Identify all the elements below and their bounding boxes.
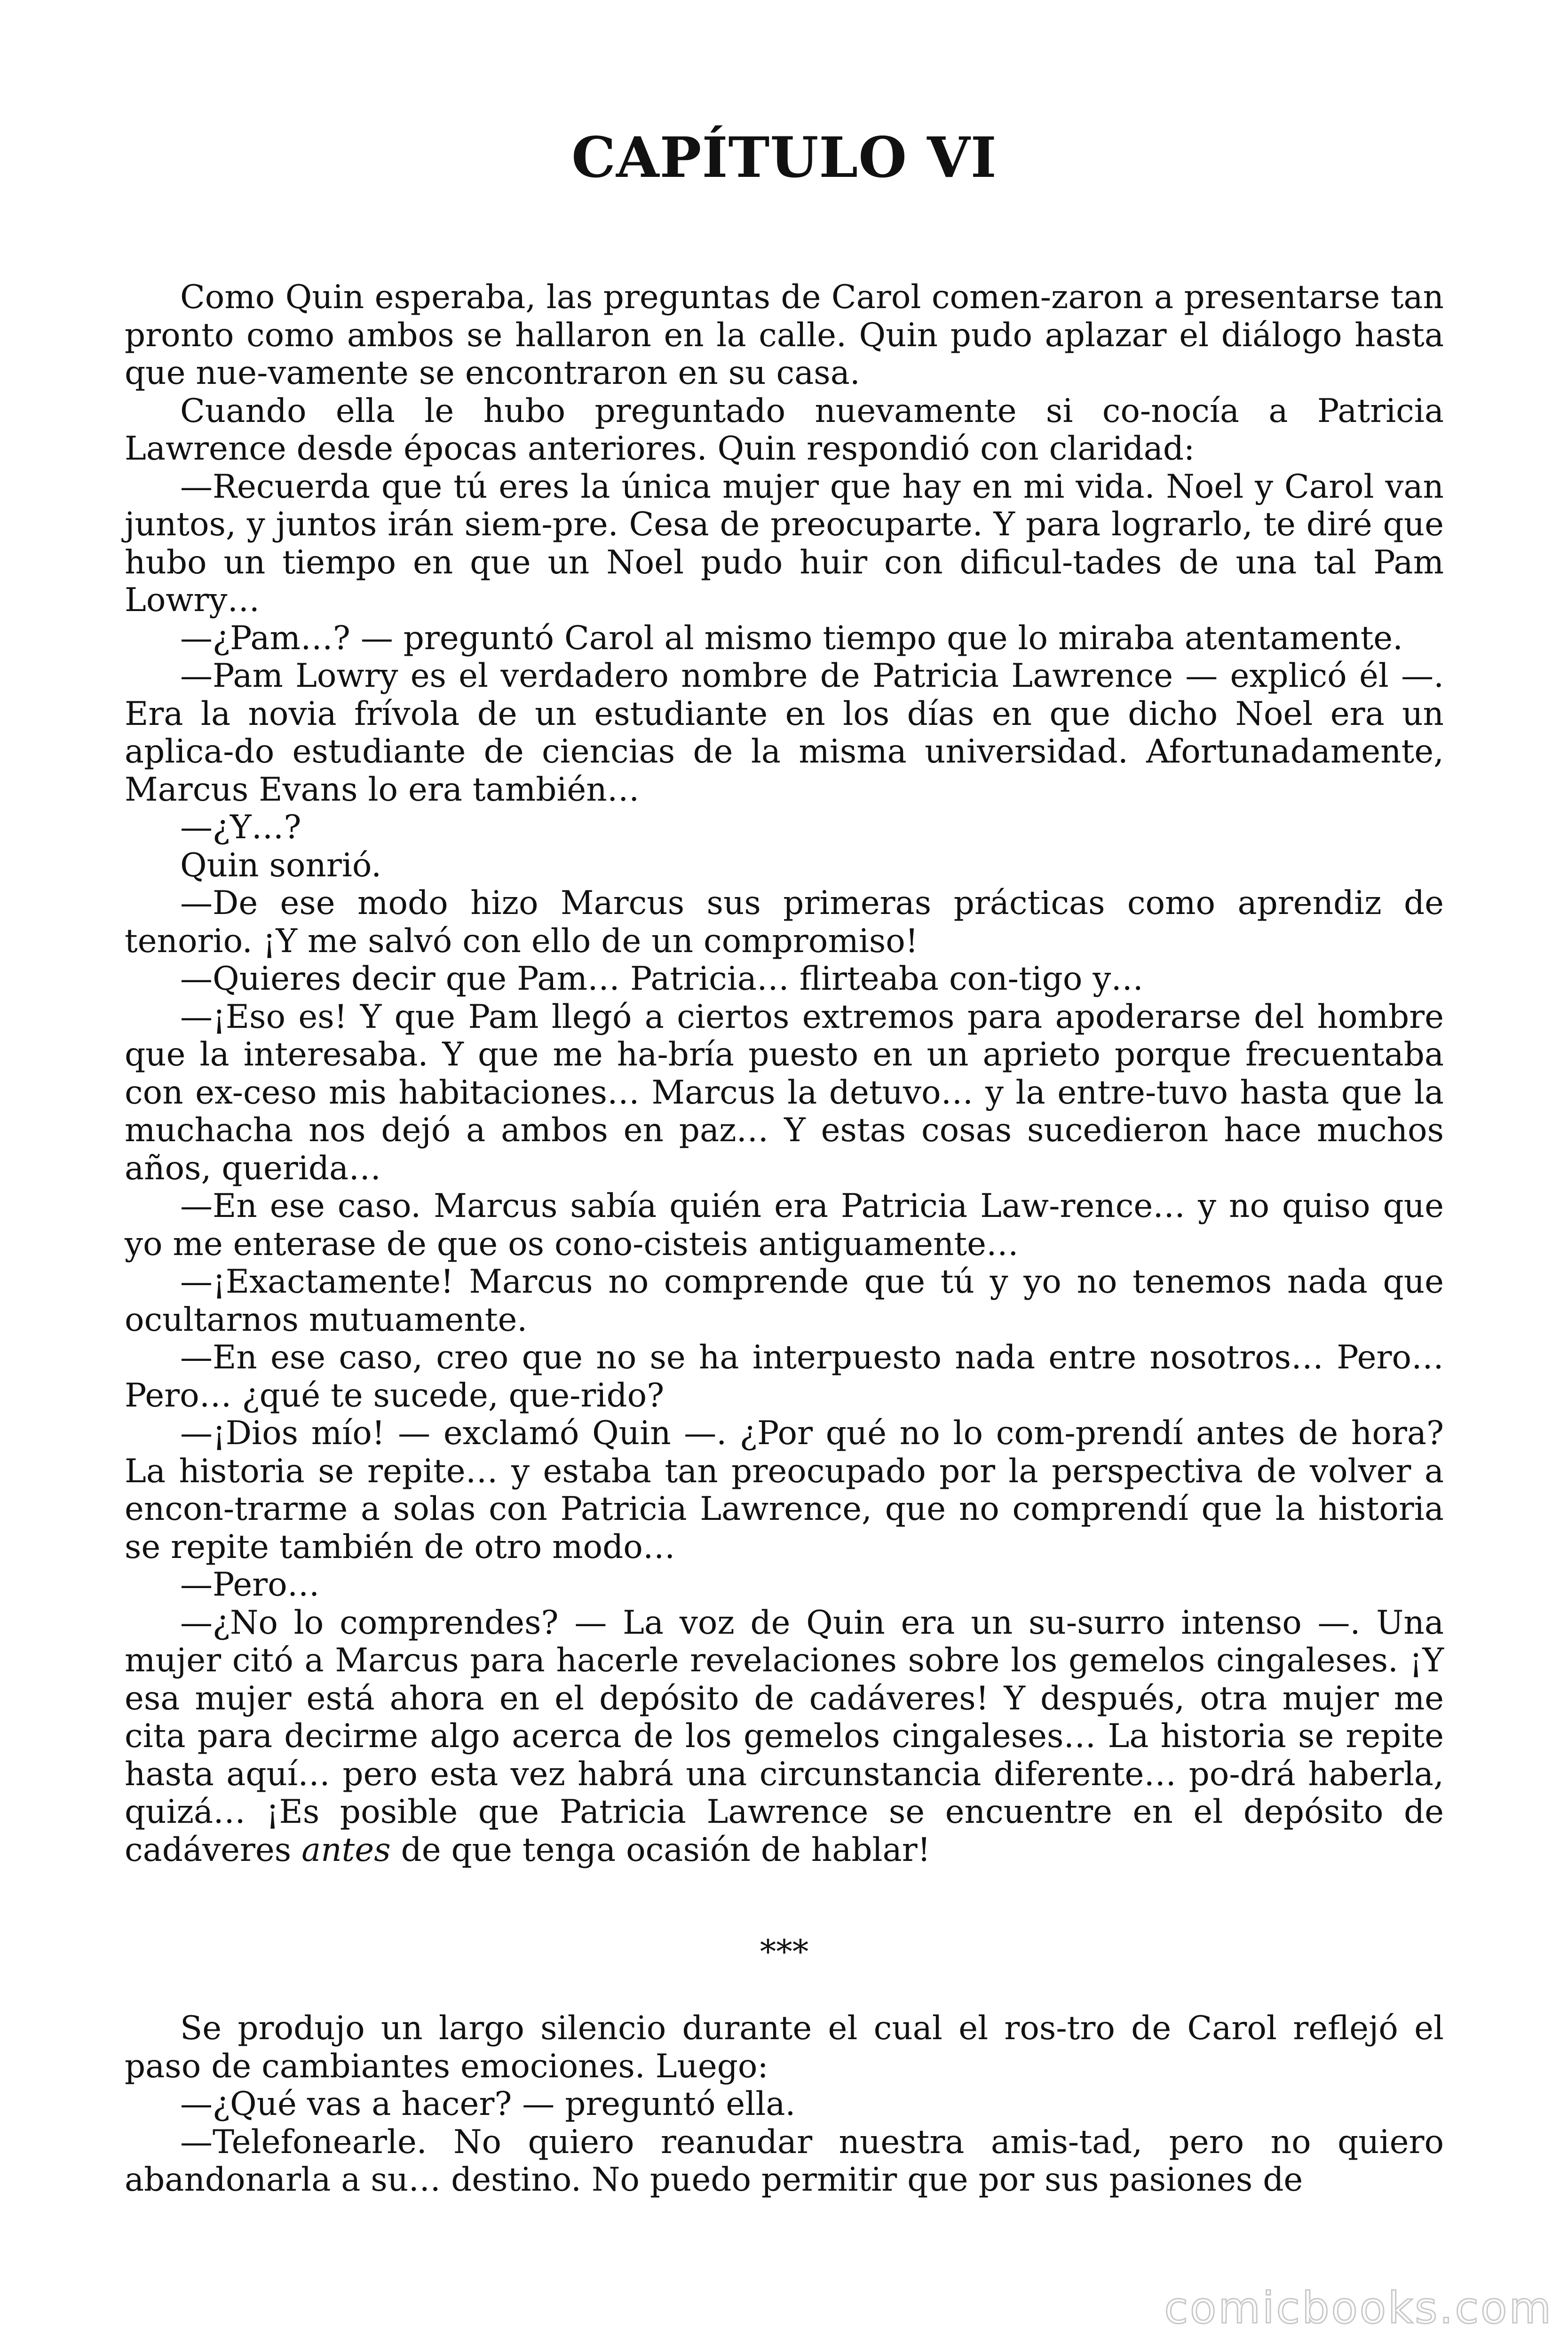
paragraph-text: —¿No lo comprendes? — La voz de Quin era un su-surro intenso —. Una mujer citó a Marcus para hacerle revelaciones sobre los gemelos cingaleses. ¡Y esa mujer está ahora en el depósito de cadáveres! Y después, otra mujer me cita para decirme algo acerca de los gemelos cingaleses… La historia se repite hasta aquí… pero esta vez habrá una circunstancia diferente… po-drá haberla, quizá… ¡Es posible que Patricia Lawrence se encuentre en el depósito de cadáveres [125,1604,1444,1869]
paragraph: —Quieres decir que Pam… Patricia… flirteaba con-tigo y… [180,960,1144,998]
text-section-2 [125,2010,1444,2199]
paragraph: Se produjo un largo silencio durante el cual el ros-tro de Carol reflejó el paso de cambiantes emociones. Luego: [125,2010,1444,2085]
paragraph: —Pam Lowry es el verdadero nombre de Patricia Lawrence — explicó él —. Era la novia frívola de un estudiante en los días en que dicho Noel era un aplica-do estudiante de ciencias de la misma universidad. Afortunadamente, Marcus Evans lo era también… [125,657,1444,809]
paragraph: —Telefonearle. No quiero reanudar nuestra amis-tad, pero no quiero abandonarla a su… destino. No puedo permitir que por sus pasiones de [125,2123,1444,2199]
paragraph: —En ese caso, creo que no se ha interpuesto nada entre nosotros… Pero… Pero… ¿qué te sucede, que-rido? [125,1339,1444,1414]
paragraph: —Pero… [180,1566,320,1604]
paragraph: Cuando ella le hubo preguntado nuevamente si co-nocía a Patricia Lawrence desde épocas anteriores. Quin respondió con claridad: [125,392,1444,468]
paragraph: —De ese modo hizo Marcus sus primeras prácticas como aprendiz de tenorio. ¡Y me salvó con ello de un compromiso! [125,884,1444,960]
paragraph-text: de que tenga ocasión de hablar! [390,1831,931,1869]
paragraph: —¡Eso es! Y que Pam llegó a ciertos extremos para apoderarse del hombre que la interesaba. Y que me ha-bría puesto en un aprieto porque frecuentaba con ex-ceso mis habitaciones… Marcus la detuvo… y la entre-tuvo hasta que la muchacha nos dejó a ambos en paz… Y estas cosas sucedieron hace muchos años, querida… [125,998,1444,1187]
paragraph: —¡Exactamente! Marcus no comprende que tú y yo no tenemos nada que ocultarnos mutuamente. [125,1263,1444,1339]
section-separator: *** [760,1933,809,1971]
paragraph: —En ese caso. Marcus sabía quién era Patricia Law-rence… y no quiso que yo me enterase de que os cono-cisteis antiguamente… [125,1187,1444,1263]
chapter-title: CAPÍTULO VI [571,125,997,190]
book-page [125,0,1444,2352]
paragraph: —Recuerda que tú eres la única mujer que hay en mi vida. Noel y Carol van juntos, y juntos irán siem-pre. Cesa de preocuparte. Y para lograrlo, te diré que hubo un tiempo en que un Noel pudo huir con dificul-tades de una tal Pam Lowry… [125,468,1444,619]
watermark-logo: comicbooks.com [1164,2283,1553,2333]
text-section-1 [125,278,1444,1869]
paragraph: —¡Dios mío! — exclamó Quin —. ¿Por qué no lo com-prendí antes de hora? La historia se repite… y estaba tan preocupado por la perspectiva de volver a encon-trarme a solas con Patricia Lawrence, que no comprendí que la historia se repite también de otro modo… [125,1414,1444,1566]
paragraph: —¿Y…? [180,809,301,846]
paragraph: —¿Pam…? — preguntó Carol al mismo tiempo que lo miraba atentamente. [180,619,1403,657]
paragraph: —¿Qué vas a hacer? — preguntó ella. [180,2085,796,2123]
paragraph: Quin sonrió. [180,846,382,884]
paragraph: Como Quin esperaba, las preguntas de Carol comen-zaron a presentarse tan pronto como ambos se hallaron en la calle. Quin pudo aplazar el diálogo hasta que nue-vamente se encontraron en su casa. [125,278,1444,392]
paragraph [125,1604,1444,1869]
emphasis-text: antes [301,1831,391,1869]
